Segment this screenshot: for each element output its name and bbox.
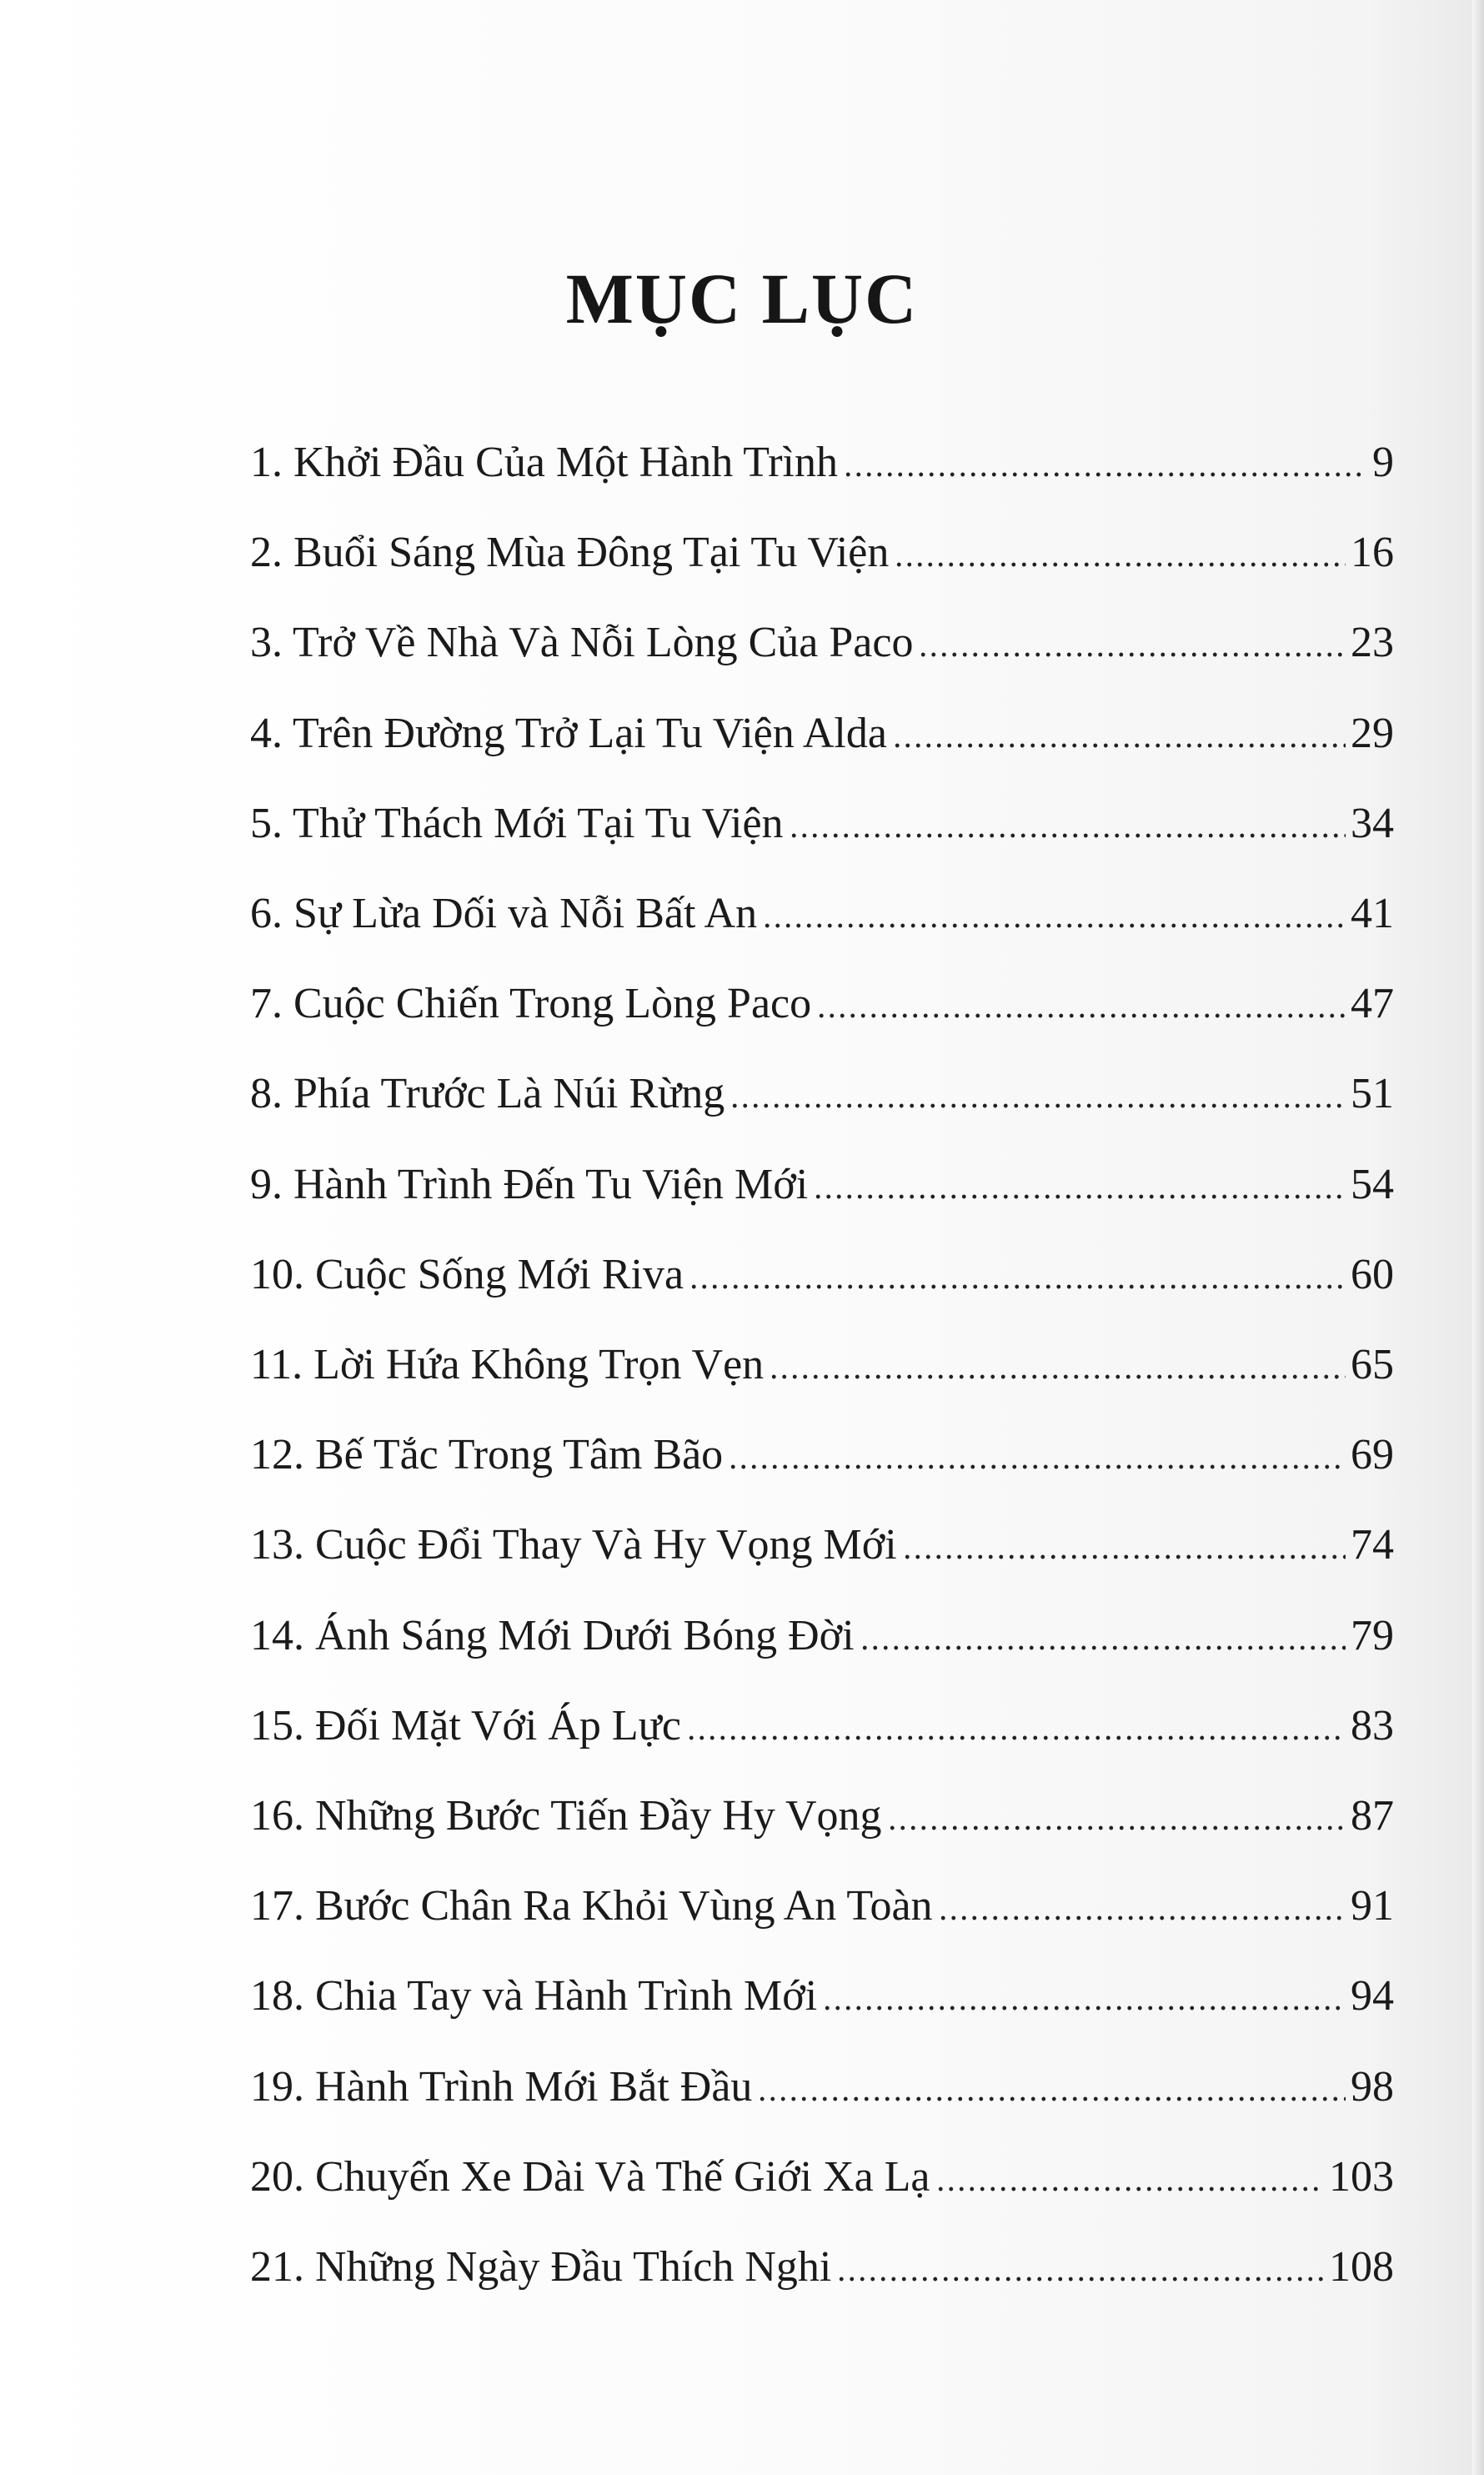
toc-entry-page-number: 94 [1351,1972,1394,2020]
toc-entry-page-number: 47 [1351,980,1394,1027]
toc-entry-title: 11. Lời Hứa Không Trọn Vẹn [250,1341,765,1388]
toc-entry [250,785,1394,851]
toc-entry-title: 15. Đối Mặt Với Áp Lực [250,1702,681,1750]
toc-entry-title: 14. Ánh Sáng Mới Dưới Bóng Đời [250,1612,855,1659]
toc-dot-leader [769,1373,1346,1381]
toc-dot-leader [836,2275,1324,2283]
toc-dot-leader [822,2004,1346,2012]
toc-entry [250,2048,1394,2115]
toc-dot-leader [938,1914,1346,1922]
toc-entry-page-number: 65 [1351,1341,1394,1388]
toc-entry [250,1326,1394,1393]
toc-entry [250,1416,1394,1483]
toc-entry-page-number: 9 [1372,439,1394,486]
toc-entry-title: 13. Cuộc Đổi Thay Và Hy Vọng Mới [250,1521,897,1569]
toc-entry-title: 1. Khởi Đầu Của Một Hành Trình [250,439,838,486]
toc-entry [250,695,1394,761]
toc-entry [250,1777,1394,1844]
toc-dot-leader [689,1283,1346,1291]
toc-entry-title: 19. Hành Trình Mới Bắt Đầu [250,2063,753,2111]
toc-entry-page-number: 41 [1351,890,1394,937]
toc-entry [250,2138,1394,2205]
toc-entry [250,2228,1394,2295]
toc-entry-page-number: 108 [1329,2243,1394,2291]
toc-entry-title: 17. Bước Chân Ra Khỏi Vùng An Toàn [250,1882,933,1930]
toc-entry-title: 4. Trên Đường Trở Lại Tu Viện Alda [250,710,887,757]
toc-entry-title: 20. Chuyến Xe Dài Và Thế Giới Xa Lạ [250,2153,930,2201]
toc-entry-page-number: 51 [1351,1070,1394,1117]
toc-dot-leader [816,1012,1346,1020]
toc-entry-page-number: 60 [1351,1251,1394,1298]
toc-entry-title: 10. Cuộc Sống Mới Riva [250,1251,684,1298]
toc-entry-page-number: 16 [1351,529,1394,576]
toc-entry-title: 12. Bế Tắc Trong Tâm Bão [250,1431,724,1478]
toc-entry-title: 9. Hành Trình Đến Tu Viện Mới [250,1161,809,1208]
toc-entry-page-number: 98 [1351,2063,1394,2111]
toc-entry-page-number: 103 [1329,2153,1394,2201]
toc-entry [250,604,1394,670]
toc-entry [250,1597,1394,1664]
toc-entry-title: 21. Những Ngày Đầu Thích Nghi [250,2243,832,2291]
toc-entry-title: 6. Sự Lừa Dối và Nỗi Bất An [250,890,758,937]
page-title: MỤC LỤC [565,258,919,339]
toc-entry [250,1236,1394,1303]
toc-entry-title: 16. Những Bước Tiến Đầy Hy Vọng [250,1792,882,1840]
toc-dot-leader [887,1824,1346,1832]
toc-entry-title: 18. Chia Tay và Hành Trình Mới [250,1972,818,2020]
toc-dot-leader [762,921,1346,930]
toc-entry-page-number: 87 [1351,1792,1394,1840]
toc-entry-title: 2. Buổi Sáng Mùa Đông Tại Tu Viện [250,529,890,576]
toc-entry [250,1867,1394,1934]
toc-entry-page-number: 54 [1351,1161,1394,1208]
toc-entry [250,1957,1394,2024]
toc-dot-leader [902,1553,1346,1561]
toc-dot-leader [892,741,1346,750]
toc-entry-page-number: 34 [1351,800,1394,847]
toc-entry-page-number: 23 [1351,619,1394,666]
toc-dot-leader [843,470,1367,479]
toc-entry [250,1055,1394,1122]
toc-entry-page-number: 79 [1351,1612,1394,1659]
toc-entry [250,1146,1394,1212]
toc-entry-title: 5. Thử Thách Mới Tại Tu Viện [250,800,784,847]
toc-entry-page-number: 91 [1351,1882,1394,1930]
toc-entry [250,965,1394,1032]
toc-entry-title: 7. Cuộc Chiến Trong Lòng Paco [250,980,812,1027]
toc-dot-leader [789,831,1346,840]
toc-entry-page-number: 74 [1351,1521,1394,1569]
toc-entry-page-number: 69 [1351,1431,1394,1478]
toc-dot-leader [757,2095,1346,2103]
toc-dot-leader [894,560,1346,569]
toc-entry [250,1687,1394,1754]
toc-entry-page-number: 29 [1351,710,1394,757]
toc-dot-leader [918,650,1346,659]
toc-dot-leader [813,1192,1346,1201]
toc-dot-leader [728,1463,1346,1471]
toc-dot-leader [729,1102,1346,1110]
toc-entry-title: 3. Trở Về Nhà Và Nỗi Lòng Của Paco [250,619,914,666]
toc-entry-title: 8. Phía Trước Là Núi Rừng [250,1070,725,1117]
toc-entry [250,514,1394,580]
toc-entry [250,1506,1394,1573]
toc-entry [250,875,1394,941]
toc-entry [250,424,1394,490]
toc-dot-leader [935,2185,1325,2193]
toc-dot-leader [686,1734,1346,1742]
toc-dot-leader [860,1644,1346,1652]
toc-entry-page-number: 83 [1351,1702,1394,1750]
